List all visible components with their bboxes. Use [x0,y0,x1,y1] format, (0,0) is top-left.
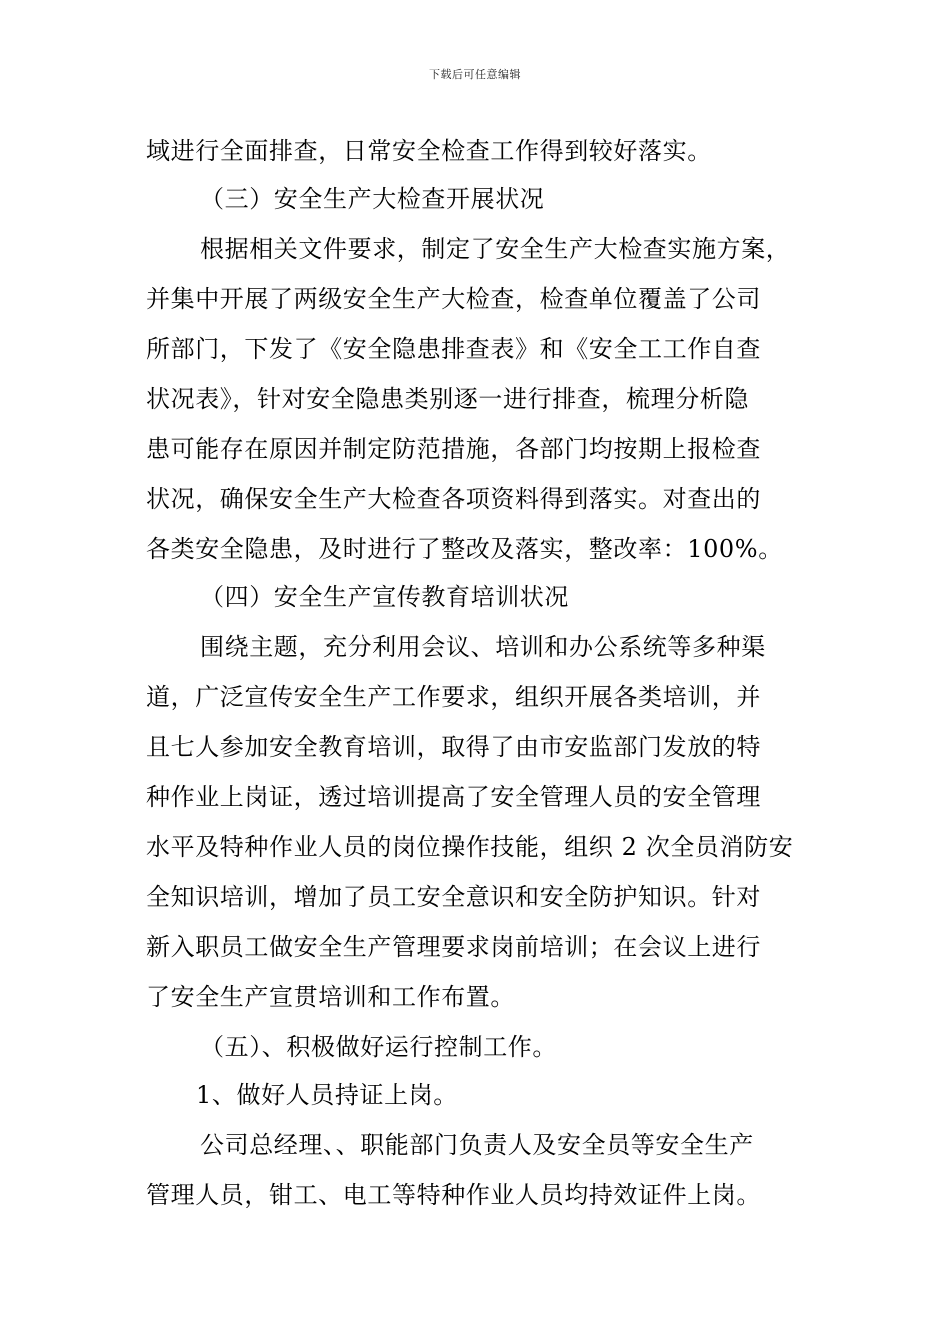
body-line: 且七人参加安全教育培训，取得了由市安监部门发放的特 [146,733,761,761]
body-line: 状况，确保安全生产大检查各项资料得到落实。对查出的 [146,485,761,513]
body-line: 根据相关文件要求，制定了安全生产大检查实施方案， [200,235,791,263]
body-line: 围绕主题，充分利用会议、培训和办公系统等多种渠 [200,633,766,661]
body-line: 患可能存在原因并制定防范措施，各部门均按期上报检查 [146,435,761,463]
body-line: 并集中开展了两级安全生产大检查，检查单位覆盖了公司 [146,285,761,313]
body-line: 新入职员工做安全生产管理要求岗前培训；在会议上进行 [146,933,761,961]
section-heading: （五）、积极做好运行控制工作。 [200,1033,557,1061]
section-heading: （三）安全生产大检查开展状况 [200,185,545,213]
body-line: 所部门，下发了《安全隐患排查表》和《安全工工作自查 [146,335,761,363]
body-line: 全知识培训，增加了员工安全意识和安全防护知识。针对 [146,883,761,911]
body-line: 了安全生产宣贯培训和工作布置。 [146,983,515,1011]
body-line: 种作业上岗证，透过培训提高了安全管理人员的安全管理 [146,783,761,811]
subsection-heading: 1、做好人员持证上岗。 [196,1081,458,1109]
body-line: 管理人员，钳工、电工等特种作业人员均持效证件上岗。 [146,1181,761,1209]
body-line: 状况表》，针对安全隐患类别逐一进行排查，梳理分析隐 [146,385,749,413]
body-line: 域进行全面排查，日常安全检查工作得到较好落实。 [146,137,712,165]
body-line: 水平及特种作业人员的岗位操作技能，组织 2 次全员消防安 [146,833,794,861]
body-line: 公司总经理、、职能部门负责人及安全员等安全生产 [200,1131,754,1159]
section-heading: （四）安全生产宣传教育培训状况 [200,583,569,611]
body-line: 各类安全隐患，及时进行了整改及落实，整改率：100%。 [146,535,783,563]
page-header: 下载后可任意编辑 [429,68,521,81]
body-line: 道，广泛宣传安全生产工作要求，组织开展各类培训，并 [146,683,761,711]
